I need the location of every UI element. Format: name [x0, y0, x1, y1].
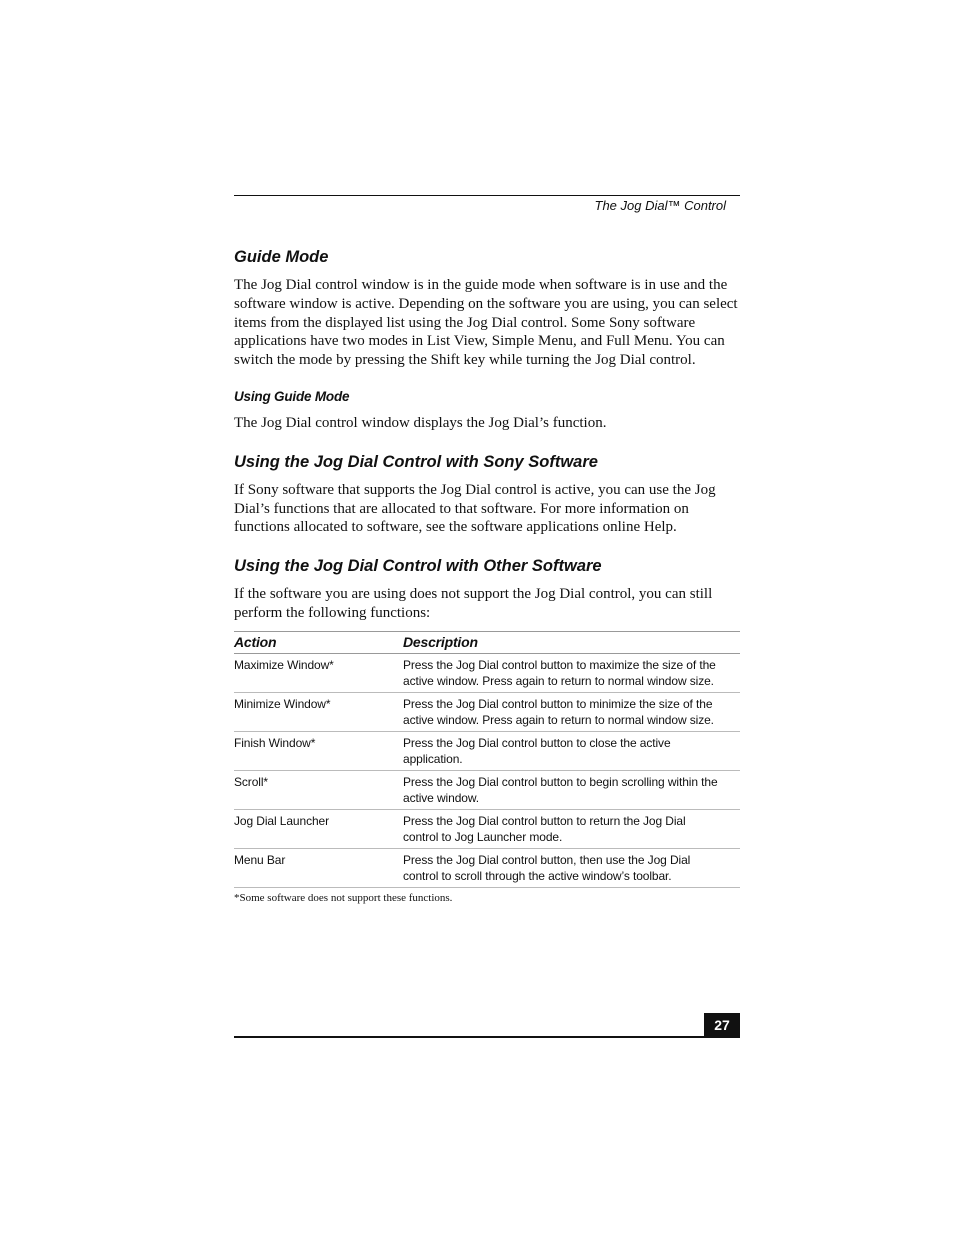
- action-cell: Finish Window*: [234, 731, 403, 770]
- table-row: [234, 848, 740, 887]
- sony-software-heading: Using the Jog Dial Control with Sony Software: [234, 452, 598, 471]
- table-footnote: *Some software does not support these functions.: [234, 891, 453, 904]
- action-column-header: Action: [234, 631, 403, 653]
- header-rule: [234, 195, 740, 196]
- table-row: [234, 809, 740, 848]
- table-row: [234, 770, 740, 809]
- guide-mode-paragraph: The Jog Dial control window is in the guide mode when software is in use and the software window is active. Depending on the software you are using, you can select items from the displayed list using the Jog Dial control. Some Sony software applications have two modes in List View, Simple Menu, and Full Menu. You can switch the mode by pressing the Shift key while turning the Jog Dial control.: [234, 277, 738, 369]
- other-software-heading: Using the Jog Dial Control with Other Software: [234, 557, 602, 576]
- action-cell: Maximize Window*: [234, 653, 403, 692]
- description-cell: Press the Jog Dial control button to return the Jog Dial control to Jog Launcher mode.: [403, 809, 740, 848]
- action-cell: Jog Dial Launcher: [234, 809, 403, 848]
- page-number: 27: [704, 1013, 740, 1037]
- table-row: [234, 653, 740, 692]
- description-cell: Press the Jog Dial control button to close the active application.: [403, 731, 740, 770]
- table-row: [234, 692, 740, 731]
- action-cell: Menu Bar: [234, 848, 403, 887]
- description-cell: Press the Jog Dial control button to minimize the size of the active window. Press again to return to normal window size.: [403, 692, 740, 731]
- page-content: [234, 246, 740, 904]
- action-cell: Minimize Window*: [234, 692, 403, 731]
- table-header-row: [234, 631, 740, 653]
- description-cell: Press the Jog Dial control button to begin scrolling within the active window.: [403, 770, 740, 809]
- description-cell: Press the Jog Dial control button, then use the Jog Dial control to scroll through the active window’s toolbar.: [403, 848, 740, 887]
- guide-mode-heading: Guide Mode: [234, 248, 329, 266]
- using-guide-mode-paragraph: The Jog Dial control window displays the Jog Dial’s function.: [234, 414, 607, 431]
- functions-table: [234, 631, 740, 888]
- footer-rule: [234, 1036, 740, 1038]
- action-cell: Scroll*: [234, 770, 403, 809]
- running-header: The Jog Dial™ Control: [594, 198, 726, 213]
- description-column-header: Description: [403, 631, 740, 653]
- description-cell: Press the Jog Dial control button to maximize the size of the active window. Press again to return to normal window size.: [403, 653, 740, 692]
- using-guide-mode-heading: Using Guide Mode: [234, 388, 350, 404]
- sony-software-paragraph: If Sony software that supports the Jog Dial control is active, you can use the Jog Dial’s functions that are allocated to that software. For more information on functions allocated to software, see the software applications online Help.: [234, 481, 716, 536]
- other-software-paragraph: If the software you are using does not support the Jog Dial control, you can still perform the following functions:: [234, 586, 713, 621]
- table-row: [234, 731, 740, 770]
